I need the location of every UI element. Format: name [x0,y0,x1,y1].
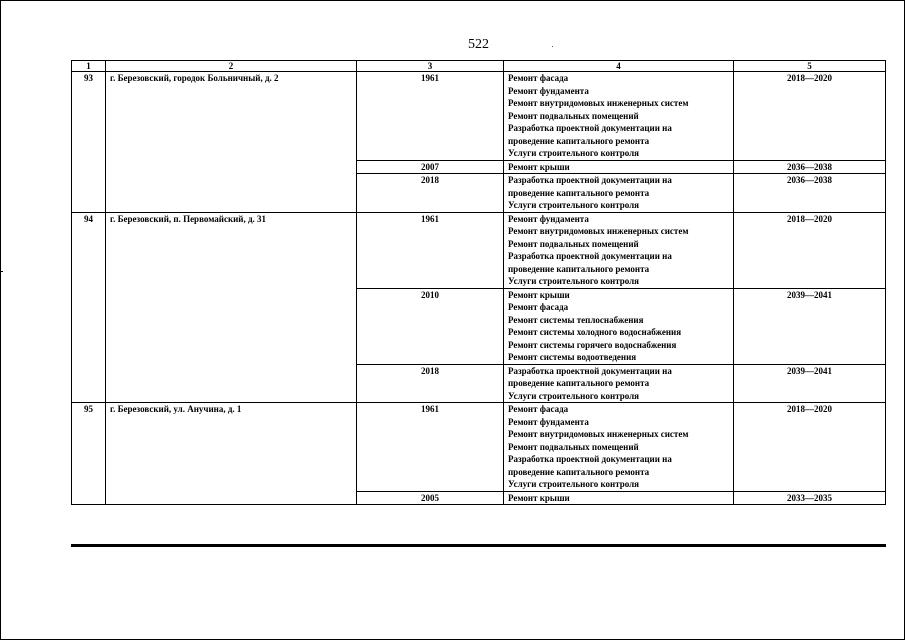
work-item: Ремонт фундамента [508,416,589,427]
work-item: Ремонт подвальных помещений [508,110,639,121]
entry-number: 95 [72,403,106,505]
period-cell: 2039—2041 [734,364,886,403]
work-item: Ремонт подвальных помещений [508,238,639,249]
table-header-row [72,61,886,72]
entry-address: г. Березовский, городок Больничный, д. 2 [106,72,357,213]
table-row [72,403,886,492]
header-cell: 2 [106,61,357,72]
work-item: Ремонт крыши [508,289,570,300]
year-cell: 2010 [357,288,504,364]
period-cell: 2039—2041 [734,288,886,364]
works-cell [504,212,734,288]
work-item: Ремонт подвальных помещений [508,441,639,452]
work-item: Услуги строительного контроля [508,276,640,286]
works-cell [504,364,734,403]
period-cell: 2018—2020 [734,403,886,492]
work-item: Ремонт фасада [508,404,569,414]
scan-artifact [552,46,553,47]
work-item: Ремонт крыши [508,161,570,172]
year-cell: 2018 [357,174,504,213]
work-item: Услуги строительного контроля [508,390,640,401]
work-item: Ремонт внутридомовых инженерных систем [508,429,689,439]
scan-artifact [1,271,3,272]
work-item: Ремонт внутридомовых инженерных систем [508,226,689,236]
work-item: Разработка проектной документации на [508,251,672,261]
work-item: Ремонт системы водоотведения [508,352,637,362]
entry-number: 94 [72,212,106,403]
year-cell: 2007 [357,160,504,174]
work-item: проведение капитального ремонта [508,187,650,198]
header-cell: 1 [72,61,106,72]
header-cell: 4 [504,61,734,72]
work-item: Разработка проектной документации на [508,123,672,133]
works-cell [504,72,734,161]
year-cell: 1961 [357,72,504,161]
works-cell [504,288,734,364]
period-cell: 2033—2035 [734,491,886,505]
work-item: Разработка проектной документации на [508,175,672,185]
header-cell: 5 [734,61,886,72]
work-item: Ремонт фундамента [508,85,589,96]
work-item: Ремонт системы холодного водоснабжения [508,327,682,337]
work-item: Ремонт фасада [508,73,569,83]
work-item: Услуги строительного контроля [508,148,640,158]
table-row [72,212,886,288]
year-cell: 1961 [357,403,504,492]
period-cell: 2018—2020 [734,212,886,288]
work-item: Ремонт системы теплоснабжения [508,314,644,325]
year-cell: 1961 [357,212,504,288]
header-cell: 3 [357,61,504,72]
work-item: Разработка проектной документации на [508,454,672,464]
entry-number: 93 [72,72,106,213]
works-cell [504,403,734,492]
work-item: проведение капитального ремонта [508,263,650,274]
work-item: Ремонт внутридомовых инженерных систем [508,98,689,108]
period-cell: 2036—2038 [734,174,886,213]
repair-schedule-table [71,60,886,505]
works-cell [504,160,734,174]
works-cell [504,491,734,505]
work-item: Ремонт системы горячего водоснабжения [508,339,677,350]
period-cell: 2036—2038 [734,160,886,174]
work-item: проведение капитального ремонта [508,466,650,477]
entry-address: г. Березовский, ул. Анучина, д. 1 [106,403,357,505]
work-item: Услуги строительного контроля [508,200,640,210]
work-item: Услуги строительного контроля [508,479,640,489]
year-cell: 2018 [357,364,504,403]
table-row [72,72,886,161]
work-item: Ремонт фундамента [508,213,589,224]
work-item: проведение капитального ремонта [508,378,650,388]
table-bottom-edge [71,544,886,547]
work-item: Ремонт крыши [508,492,570,503]
page-number: 522 [468,37,489,52]
works-cell [504,174,734,213]
work-item: Ремонт фасада [508,302,569,312]
year-cell: 2005 [357,491,504,505]
work-item: Разработка проектной документации на [508,365,672,376]
period-cell: 2018—2020 [734,72,886,161]
work-item: проведение капитального ремонта [508,135,650,146]
entry-address: г. Березовский, п. Первомайский, д. 31 [106,212,357,403]
